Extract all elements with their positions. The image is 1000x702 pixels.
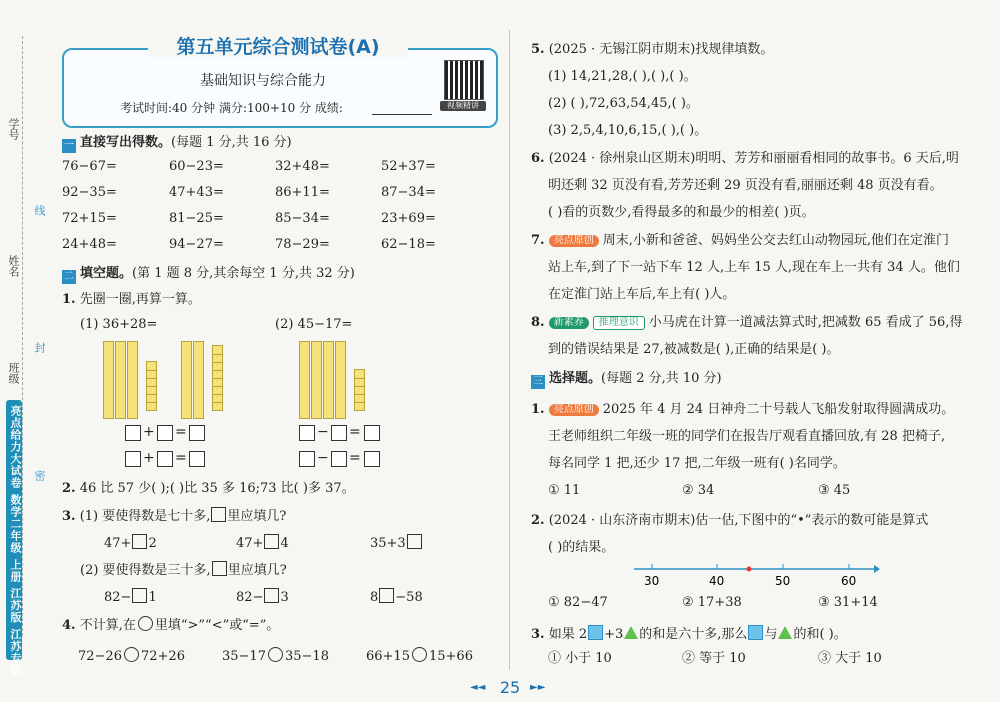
fill-box[interactable] [264, 534, 279, 549]
expr-text: 1 [148, 590, 157, 605]
c2-line [531, 514, 928, 527]
question-text: (1) 要使得数是七十多, [79, 509, 211, 524]
c1-line: 王老师组织二年级一班的同学们在报告厅观看直播回放,有 28 把椅子, [548, 429, 946, 444]
math-item: 92−35= [62, 185, 117, 200]
page-title: 第五单元综合测试卷(A) [148, 38, 408, 57]
question-text: 如果 2 [548, 627, 588, 642]
q2-line [62, 482, 355, 495]
expr-text: 15+66 [428, 649, 473, 664]
reasoning-tag: 推理意识 [593, 316, 645, 330]
option[interactable]: ① 小于 10 [548, 651, 612, 666]
math-item: 47+43= [169, 185, 224, 200]
expr-text: 47+ [236, 536, 264, 551]
page-number: 25 [499, 678, 521, 697]
name-label: 姓名 [7, 255, 20, 277]
tick-label: 30 [644, 574, 660, 588]
expr-text: 8 [370, 590, 379, 605]
section-note: (每题 2 分,共 10 分) [601, 371, 722, 386]
q1-line [62, 293, 201, 306]
question-number: 4. [62, 618, 76, 633]
question-number: 7. [531, 233, 545, 248]
option[interactable]: ③ 大于 10 [818, 651, 882, 666]
qr-code-icon[interactable] [444, 60, 484, 100]
green-triangle-icon [778, 626, 792, 639]
q3-expr [236, 534, 289, 550]
circle-icon [138, 616, 153, 631]
page-gutter [509, 30, 510, 670]
option[interactable]: ② 17+38 [682, 595, 742, 610]
math-item: 52+37= [381, 159, 436, 174]
blank-box-icon [212, 561, 227, 576]
section-title: 选择题。 [549, 371, 602, 386]
question-text: 里应填几? [227, 563, 287, 578]
cut-mark-secret: 密 [33, 470, 46, 481]
math-item: 62−18= [381, 237, 436, 252]
option[interactable]: ① 11 [548, 483, 581, 498]
fill-box[interactable] [132, 588, 147, 603]
compare-item [78, 647, 185, 663]
section-number-icon: 一 [64, 140, 74, 151]
answer-box[interactable] [125, 451, 141, 467]
expr-text: 4 [280, 536, 289, 551]
equals-sign: = [349, 450, 361, 466]
original-tag: 亮点原创 [549, 235, 599, 247]
blue-square-icon [748, 625, 763, 640]
equals-sign: = [175, 424, 187, 440]
option[interactable]: ③ 31+14 [818, 595, 878, 610]
question-number: 2. [531, 513, 545, 528]
tick-label: 50 [775, 574, 791, 588]
math-item: 60−23= [169, 159, 224, 174]
question-number: 3. [531, 627, 545, 642]
next-page-icon[interactable]: ►► [530, 682, 546, 693]
unit-cube [212, 345, 223, 355]
q6-line: 明还剩 32 页没有看,芳芳还剩 29 页没有看,丽丽还剩 48 页没有看。 [548, 178, 943, 193]
q8-line: 到的错误结果是 27,被减数是( ),正确的结果是( )。 [548, 342, 840, 357]
c3-line [531, 625, 847, 641]
answer-box[interactable] [331, 425, 347, 441]
tick-label: 60 [841, 574, 857, 588]
q5-row: (1) 14,21,28,( ),( ),( )。 [548, 69, 697, 84]
question-text: 周末,小新和爸爸、妈妈坐公交去红山动物园玩,他们在定淮门 [602, 233, 949, 248]
math-item: 85−34= [275, 211, 330, 226]
answer-box[interactable] [331, 451, 347, 467]
exam-info: 考试时间:40 分钟 满分:100+10 分 成绩: [120, 101, 343, 115]
blank-box-icon [211, 507, 226, 522]
math-item: 24+48= [62, 237, 117, 252]
q6-line: ( )看的页数少,看得最多的和最少的相差( )页。 [548, 205, 815, 220]
q1-part2: (2) 45−17= [275, 317, 353, 332]
math-item: 87−34= [381, 185, 436, 200]
expr-text: 82− [104, 590, 132, 605]
option[interactable]: ③ 45 [818, 483, 851, 498]
expr-text: 3 [280, 590, 289, 605]
question-text: 的和是六十多,那么 [639, 627, 748, 642]
question-text: (2) 要使得数是三十多, [80, 563, 211, 578]
plus-sign: + [143, 450, 155, 466]
question-number: 2. [62, 481, 76, 496]
question-number: 3. [62, 509, 76, 524]
q1-part1: (1) 36+28= [80, 317, 158, 332]
q4-line [62, 616, 279, 632]
answer-box[interactable] [364, 451, 380, 467]
equals-sign: = [349, 424, 361, 440]
question-text: 与 [764, 627, 778, 642]
compare-circle[interactable] [268, 647, 283, 662]
qr-label: 视频精讲 [440, 101, 486, 111]
option[interactable]: ② 等于 10 [682, 651, 746, 666]
q7-line [531, 234, 949, 247]
equals-sign: = [175, 450, 187, 466]
compare-item [366, 647, 473, 663]
ten-rod [115, 341, 126, 419]
ten-rod [323, 341, 334, 419]
q7-line: 站上车,到了下一站下车 12 人,上车 15 人,现在车上一共有 34 人。他们 [548, 260, 960, 275]
ten-rod [127, 341, 138, 419]
expr-text: −58 [395, 590, 423, 605]
math-item: 72+15= [62, 211, 117, 226]
expr-text: 66+15 [366, 649, 410, 664]
question-text: (2025 · 无锡江阴市期末)找规律填数。 [548, 42, 774, 57]
math-item: 76−67= [62, 159, 117, 174]
number-line [630, 556, 880, 590]
question-number: 5. [531, 42, 545, 57]
expr-text: 72+26 [140, 649, 185, 664]
expr-text: 72−26 [78, 649, 122, 664]
blue-square-icon [588, 625, 603, 640]
cut-mark-seal: 封 [33, 342, 46, 353]
answer-box[interactable] [299, 425, 315, 441]
original-tag: 亮点原创 [549, 404, 599, 416]
option[interactable]: ① 82−47 [548, 595, 608, 610]
question-text: 46 比 57 少( );( )比 35 多 16;73 比( )多 37。 [79, 481, 355, 496]
answer-box[interactable] [299, 451, 315, 467]
fill-box[interactable] [407, 534, 422, 549]
question-text: 不计算,在 [79, 618, 136, 633]
answer-box[interactable] [189, 451, 205, 467]
q3-expr [236, 588, 289, 604]
q3-expr [104, 534, 157, 550]
q3-part1 [62, 507, 286, 523]
q8-line [531, 316, 962, 330]
question-text: 小马虎在计算一道减法算式时,把减数 65 看成了 56,得 [648, 315, 963, 330]
unit-cube [354, 369, 365, 379]
question-number: 8. [531, 315, 545, 330]
section3-heading [531, 372, 722, 389]
green-triangle-icon [624, 626, 638, 639]
q5-row: (2) ( ),72,63,54,45,( )。 [548, 96, 699, 111]
section2-heading [62, 267, 355, 284]
c1-line: 每名同学 1 把,还少 17 把,二年级一班有( )名同学。 [548, 456, 846, 471]
ten-rod [335, 341, 346, 419]
q5-line [531, 43, 773, 56]
fill-box[interactable] [379, 588, 394, 603]
q5-row: (3) 2,5,4,10,6,15,( ),( )。 [548, 123, 708, 138]
compare-circle[interactable] [124, 647, 139, 662]
question-text: +3 [604, 627, 624, 642]
math-item: 78−29= [275, 237, 330, 252]
minus-sign: − [317, 424, 329, 440]
expr-text: 82− [236, 590, 264, 605]
math-item: 23+69= [381, 211, 436, 226]
ten-rod [193, 341, 204, 419]
fill-box[interactable] [132, 534, 147, 549]
section1-heading [62, 136, 292, 153]
answer-box[interactable] [125, 425, 141, 441]
q7-line: 在定淮门站上车后,车上有( )人。 [548, 287, 736, 302]
expr-text: 2 [148, 536, 157, 551]
brand-text: 亮点给力大试卷 数学二年级 上册 江苏版 江苏专版 [9, 405, 22, 677]
math-item: 86+11= [275, 185, 330, 200]
answer-box[interactable] [157, 451, 173, 467]
ten-rod [103, 341, 114, 419]
c2-line: ( )的结果。 [548, 540, 615, 555]
question-text: 里应填几? [227, 509, 287, 524]
c1-line [531, 403, 954, 416]
expr-text: 35−17 [222, 649, 266, 664]
section-title: 填空题。 [80, 266, 133, 281]
math-item: 32+48= [275, 159, 330, 174]
q3-part2 [80, 561, 287, 577]
cut-mark-line: 线 [33, 205, 46, 216]
section-note: (第 1 题 8 分,其余每空 1 分,共 32 分) [132, 266, 355, 281]
literacy-tag: 新素养 [549, 317, 589, 329]
ten-rod [311, 341, 322, 419]
question-text: 先圈一圈,再算一算。 [79, 292, 201, 307]
plus-sign: + [143, 424, 155, 440]
q6-line [531, 152, 959, 165]
arrow-icon [874, 565, 880, 573]
question-number: 6. [531, 151, 545, 166]
math-item: 94−27= [169, 237, 224, 252]
option[interactable]: ② 34 [682, 483, 715, 498]
expr-text: 47+ [104, 536, 132, 551]
question-text: 2025 年 4 月 24 日神舟二十号载人飞船发射取得圆满成功。 [602, 402, 955, 417]
score-blank [372, 114, 432, 115]
answer-box[interactable] [189, 425, 205, 441]
question-number: 1. [531, 402, 545, 417]
compare-item [222, 647, 329, 663]
question-number: 1. [62, 292, 76, 307]
answer-box[interactable] [364, 425, 380, 441]
compare-circle[interactable] [412, 647, 427, 662]
tick-label: 40 [709, 574, 725, 588]
ten-rod [181, 341, 192, 419]
question-text: (2024 · 山东济南市期末)估一估,下图中的“•”表示的数可能是算式 [548, 513, 929, 528]
section-number-icon: 三 [533, 376, 543, 387]
question-text: 的和( )。 [793, 627, 847, 642]
expr-text: 35+3 [370, 536, 406, 551]
class-label: 班级 [7, 362, 20, 384]
minus-sign: − [317, 450, 329, 466]
fill-box[interactable] [264, 588, 279, 603]
section-title: 直接写出得数。 [80, 135, 172, 150]
prev-page-icon[interactable]: ◄◄ [470, 682, 486, 693]
question-text: (2024 · 徐州泉山区期末)明明、芳芳和丽丽看相同的故事书。6 天后,明 [548, 151, 959, 166]
unit-cube [146, 361, 157, 371]
section-number-icon: 二 [64, 271, 74, 282]
q3-expr [370, 588, 423, 604]
answer-box[interactable] [157, 425, 173, 441]
math-item: 81−25= [169, 211, 224, 226]
q3-expr [370, 534, 423, 550]
expr-text: 35−18 [284, 649, 329, 664]
dot-marker [747, 567, 752, 572]
section-note: (每题 1 分,共 16 分) [171, 135, 292, 150]
subtitle: 基础知识与综合能力 [200, 73, 326, 89]
student-id-label: 学号 [7, 118, 20, 140]
q3-expr [104, 588, 157, 604]
ten-rod [299, 341, 310, 419]
question-text: 里填“>”“<”或“=”。 [154, 618, 280, 633]
